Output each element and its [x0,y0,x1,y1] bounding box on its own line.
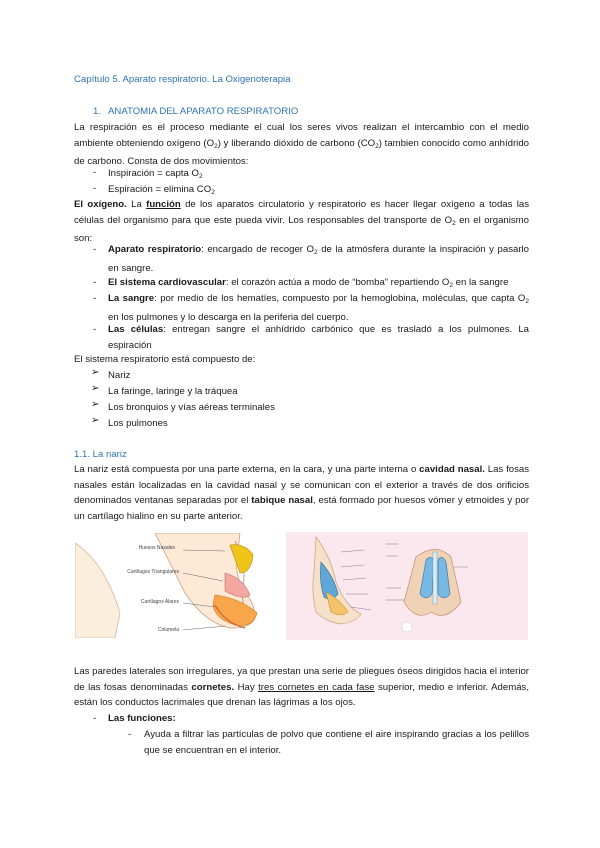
bullet-dash: - [93,167,97,178]
functions-title: Las funciones: [108,713,176,724]
bullet-dash: - [93,244,97,255]
fig1-label: Huesos Nasales [138,545,175,551]
composition-item: Los pulmones [108,418,168,429]
bullet-dash: - [93,277,97,288]
walls-paragraph: Las paredes laterales son irregulares, ya que prestan una serie de pliegues óseos dirigidos hacia el interior de las fosas denominadas cornetes. Hay tres cornetes en cada fase superior, medio e inferior. Además, están los conductos lacrimales que drenan las lágrimas a los ojos. [74,666,529,709]
chapter-title: Capítulo 5. Aparato respiratorio. La Oxigenoterapia [74,74,291,85]
composition-item: Nariz [108,370,131,381]
arrow-bullet-icon: ➢ [91,383,100,394]
fig1-label: Columela [157,627,179,633]
responsible-item: Las células: entregan sangre el anhídrido carbónico que es trasladó a los pulmones. La espiración [108,324,529,351]
arrow-bullet-icon: ➢ [91,415,100,426]
intro-paragraph: La respiración es el proceso mediante el cual los seres vivos realizan el intercambio con el medio ambiente obteniendo oxígeno $(O_2)$ y liberando dióxido de carbono $(CO_2)$ tambien conocido como anhídrido de carbono. Consta de dos movimientos: [74,122,529,168]
nose-cartilage-figure [75,533,280,638]
nose-paragraph: La nariz está compuesta por una parte externa, en la cara, y una parte interna o cavidad nasal. Las fosas nasales están localizadas en la cavidad nasal y se comunican con el exterior a través de dos orificios denominados ventanas separadas por el tabique nasal, está formado por huesos vómer y etmoides y por un cartílago hialino en su parte anterior. [74,464,530,522]
composition-intro: El sistema respiratorio está compuesto de: [74,354,256,365]
bullet-dash: - [93,183,97,194]
function-item: Ayuda a filtrar las partículas de polvo que contiene el aire inspirando gracias a los pelillos que se encuentran en el interior. [144,729,529,756]
arrow-bullet-icon: ➢ [91,399,100,410]
oxygen-paragraph: El oxígeno. La función de los aparatos circulatorio y respiratorio es hacer llegar oxígeno a todas las células del organismo para que este pueda vivir. Los responsables del transporte de $O_2$ en el organismo son: [74,199,529,245]
fig1-label: Cartílagos Alares [140,599,179,605]
nasal-cavity-figure [286,532,528,640]
responsible-item: Aparato respiratorio: encargado de recoger $O_2$ de la atmósfera durante la inspiración y pasarlo en sangre. [108,244,529,274]
bullet-dash: - [93,293,97,304]
arrow-bullet-icon: ➢ [91,367,100,378]
movement-expiration: Espiración = elimina $CO_2$ [108,184,215,196]
bullet-dash: - [93,324,97,335]
fig1-label: Cartílagos Triangulares [127,569,179,575]
responsible-item: El sistema cardiovascular: el corazón actúa a modo de “bomba” repartiendo $O_2$ en la sangre [108,277,509,289]
section-1-number: 1. [93,106,102,117]
responsible-item: La sangre: por medio de los hematíes, compuesto por la hemoglobina, moléculas, que capta $O_2$ en los pulmones y lo descarga en la periferia del cuerpo. [108,293,529,323]
movement-inspiration: Inspiración = capta $O_2$ [108,168,203,180]
bullet-dash: - [93,713,97,724]
composition-item: Los bronquios y vías aéreas terminales [108,402,275,413]
composition-item: La faringe, laringe y la tráquea [108,386,238,397]
section-1-title: ANATOMIA DEL APARATO RESPIRATORIO [108,106,299,117]
section-1-1-title: 1.1. La nariz [74,449,127,460]
bullet-dash: - [128,729,132,740]
